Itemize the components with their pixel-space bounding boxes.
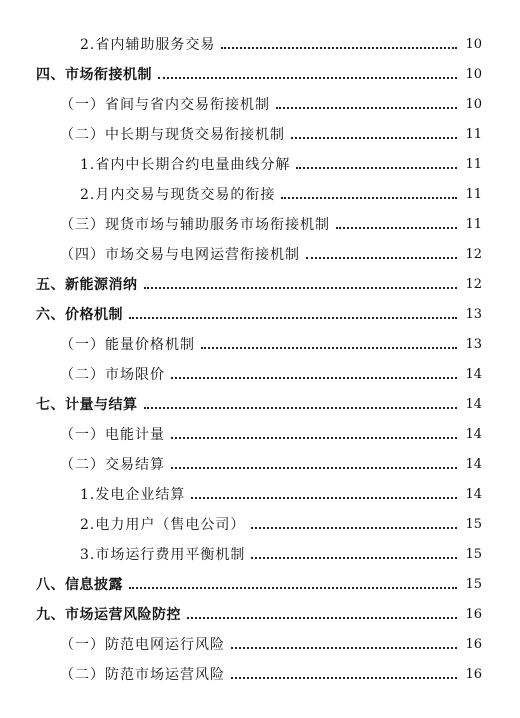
toc-entry[interactable] — [80, 479, 482, 509]
toc-entry-page-number: 12 — [465, 276, 482, 292]
dot-leader — [144, 287, 458, 289]
toc-entry-title: （二）市场限价 — [60, 367, 165, 383]
toc-entry-title: （一）能量价格机制 — [60, 337, 195, 353]
dot-leader — [291, 137, 457, 139]
toc-entry-page-number: 16 — [465, 606, 482, 622]
toc-entry-title: 2.月内交易与现货交易的衔接 — [80, 187, 276, 203]
toc-entry-page-number: 12 — [465, 246, 482, 262]
toc-entry[interactable] — [60, 659, 482, 689]
toc-entry[interactable] — [36, 269, 482, 299]
toc-entry-title: （一）防范电网运行风险 — [60, 637, 225, 653]
dot-leader — [171, 467, 457, 469]
dot-leader — [201, 347, 457, 349]
dot-leader — [251, 527, 457, 529]
toc-entry-page-number: 14 — [465, 366, 482, 382]
toc-entry-page-number: 14 — [465, 426, 482, 442]
toc-entry-title: 2.省内辅助服务交易 — [80, 37, 216, 53]
toc-entry-page-number: 10 — [465, 66, 482, 82]
toc-entry[interactable] — [80, 149, 482, 179]
toc-entry-title: 1.省内中长期合约电量曲线分解 — [80, 157, 291, 173]
toc-entry-page-number: 11 — [465, 126, 482, 142]
toc-entry-title: 五、新能源消纳 — [36, 277, 138, 293]
toc-entry-page-number: 11 — [465, 156, 482, 172]
dot-leader — [276, 107, 457, 109]
toc-entry[interactable] — [36, 569, 482, 599]
toc-entry-title: 九、市场运营风险防控 — [36, 607, 181, 623]
dot-leader — [336, 227, 457, 229]
toc-entry[interactable] — [36, 599, 482, 629]
dot-leader — [191, 497, 457, 499]
toc-entry[interactable] — [36, 299, 482, 329]
dot-leader — [231, 677, 457, 679]
toc-entry-page-number: 11 — [465, 216, 482, 232]
toc-entry-title: （二）交易结算 — [60, 457, 165, 473]
toc-entry-title: 四、市场衔接机制 — [36, 67, 152, 83]
dot-leader — [251, 557, 457, 559]
toc-entry[interactable] — [60, 629, 482, 659]
toc-entry-page-number: 10 — [465, 96, 482, 112]
dot-leader — [158, 77, 457, 79]
toc-entry[interactable] — [80, 509, 482, 539]
toc-entry-page-number: 11 — [465, 186, 482, 202]
dot-leader — [171, 437, 457, 439]
toc-entry-page-number: 16 — [465, 636, 482, 652]
toc-entry[interactable] — [60, 329, 482, 359]
toc-entry-title: （一）电能计量 — [60, 427, 165, 443]
toc-entry-title: （二）防范市场运营风险 — [60, 667, 225, 683]
toc-entry-title: （一）省间与省内交易衔接机制 — [60, 97, 270, 113]
toc-entry-title: （二）中长期与现货交易衔接机制 — [60, 127, 285, 143]
toc-entry-page-number: 14 — [465, 396, 482, 412]
dot-leader — [221, 47, 457, 49]
toc-entry-page-number: 13 — [465, 306, 482, 322]
dot-leader — [129, 317, 457, 319]
dot-leader — [231, 647, 457, 649]
toc-entry-page-number: 15 — [465, 576, 482, 592]
toc-entry-page-number: 15 — [465, 516, 482, 532]
toc-entry[interactable] — [60, 419, 482, 449]
toc-entry-title: 六、价格机制 — [36, 307, 123, 323]
toc-entry-page-number: 16 — [465, 666, 482, 682]
toc-entry[interactable] — [60, 209, 482, 239]
toc-entry[interactable] — [60, 89, 482, 119]
toc-entry-page-number: 10 — [465, 36, 482, 52]
toc-entry-page-number: 14 — [465, 456, 482, 472]
toc-entry-title: 3.市场运行费用平衡机制 — [80, 547, 246, 563]
dot-leader — [144, 407, 458, 409]
toc-entry-title: 八、信息披露 — [36, 577, 123, 593]
dot-leader — [187, 617, 457, 619]
toc-entry-title: （四）市场交易与电网运营衔接机制 — [60, 247, 300, 263]
dot-leader — [129, 587, 457, 589]
toc-entry[interactable] — [60, 239, 482, 269]
toc-entry[interactable] — [36, 59, 482, 89]
toc-entry[interactable] — [80, 179, 482, 209]
toc-entry-page-number: 14 — [465, 486, 482, 502]
toc-entry-page-number: 13 — [465, 336, 482, 352]
toc-entry-title: 七、计量与结算 — [36, 397, 138, 413]
toc-entry-title: 2.电力用户（售电公司） — [80, 517, 246, 533]
toc-entry-title: 1.发电企业结算 — [80, 487, 186, 503]
dot-leader — [306, 257, 457, 259]
toc-entry-page-number: 15 — [465, 546, 482, 562]
dot-leader — [171, 377, 457, 379]
toc-entry-title: （三）现货市场与辅助服务市场衔接机制 — [60, 217, 330, 233]
dot-leader — [281, 197, 457, 199]
dot-leader — [296, 167, 457, 169]
toc-entry[interactable] — [60, 119, 482, 149]
toc-entry[interactable] — [60, 359, 482, 389]
toc-entry[interactable] — [60, 449, 482, 479]
toc-entry[interactable] — [80, 539, 482, 569]
toc-entry[interactable] — [80, 29, 482, 59]
toc-entry[interactable] — [36, 389, 482, 419]
